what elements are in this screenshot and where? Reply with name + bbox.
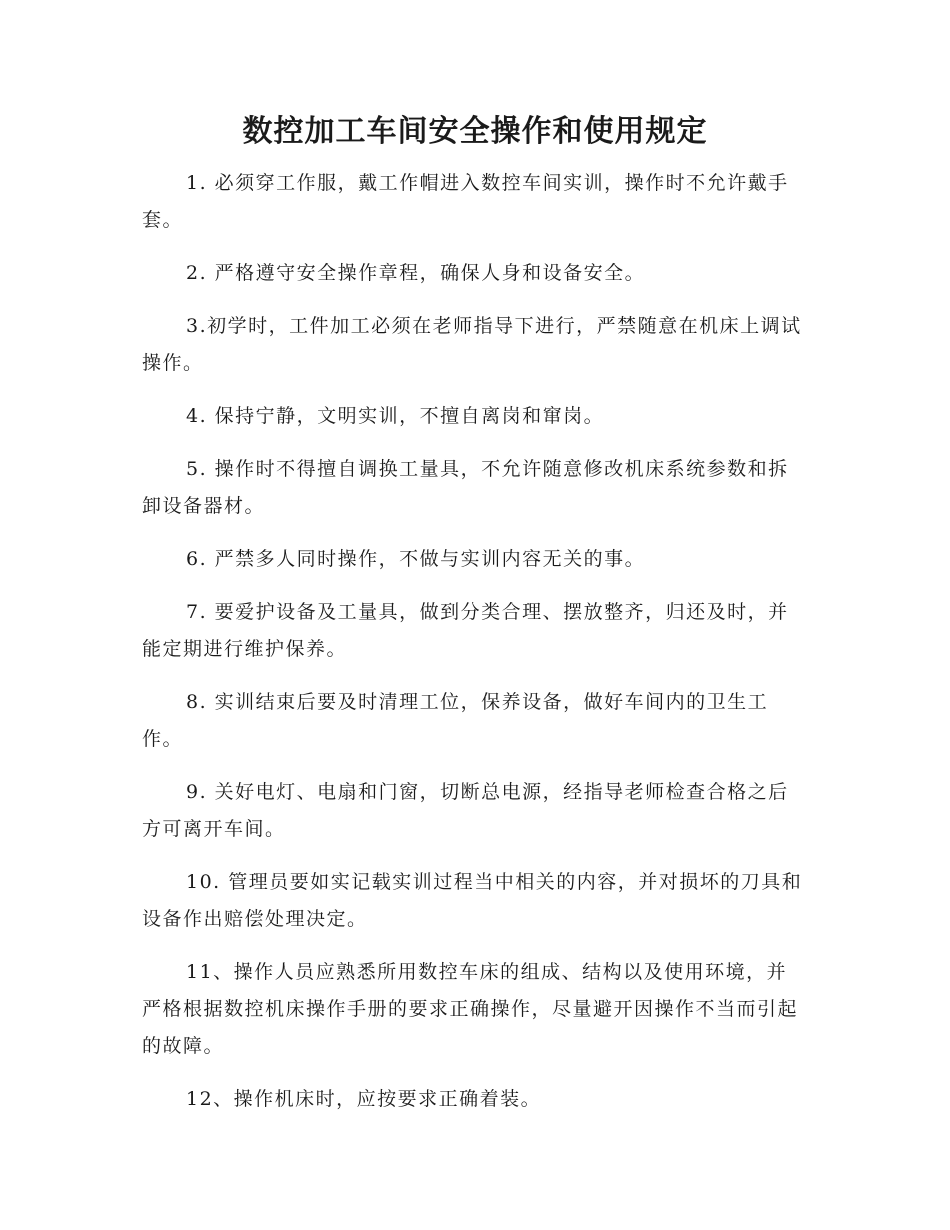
rule-item: 8. 实训结束后要及时清理工位，保养设备，做好车间内的卫生工作。	[142, 691, 769, 750]
rule-item: 4. 保持宁静，文明实训，不擅自离岗和窜岗。	[186, 405, 605, 427]
rule-item: 11、操作人员应熟悉所用数控车床的组成、结构以及使用环境，并严格根据数控机床操作手册的要求正确操作，尽量避开因操作不当而引起的故障。	[142, 961, 799, 1057]
rule-item: 10. 管理员要如实记载实训过程当中相关的内容，并对损坏的刀具和设备作出赔偿处理决定。	[142, 871, 803, 930]
rule-item: 1. 必须穿工作服，戴工作帽进入数控车间实训，操作时不允许戴手套。	[142, 172, 789, 231]
rule-item: 3.初学时，工件加工必须在老师指导下进行，严禁随意在机床上调试操作。	[142, 315, 802, 374]
rule-item: 9. 关好电灯、电扇和门窗，切断总电源，经指导老师检查合格之后方可离开车间。	[142, 781, 789, 840]
rule-item: 2. 严格遵守安全操作章程，确保人身和设备安全。	[186, 262, 646, 284]
rule-item: 6. 严禁多人同时操作，不做与实训内容无关的事。	[186, 548, 646, 570]
rules-list	[142, 165, 806, 1134]
rule-item: 7. 要爱护设备及工量具，做到分类合理、摆放整齐，归还及时，并能定期进行维护保养。	[142, 601, 789, 660]
rule-item: 5. 操作时不得擅自调换工量具，不允许随意修改机床系统参数和拆卸设备器材。	[142, 458, 789, 517]
document-title: 数控加工车间安全操作和使用规定	[242, 114, 708, 149]
rule-item: 12、操作机床时，应按要求正确着装。	[186, 1088, 542, 1110]
